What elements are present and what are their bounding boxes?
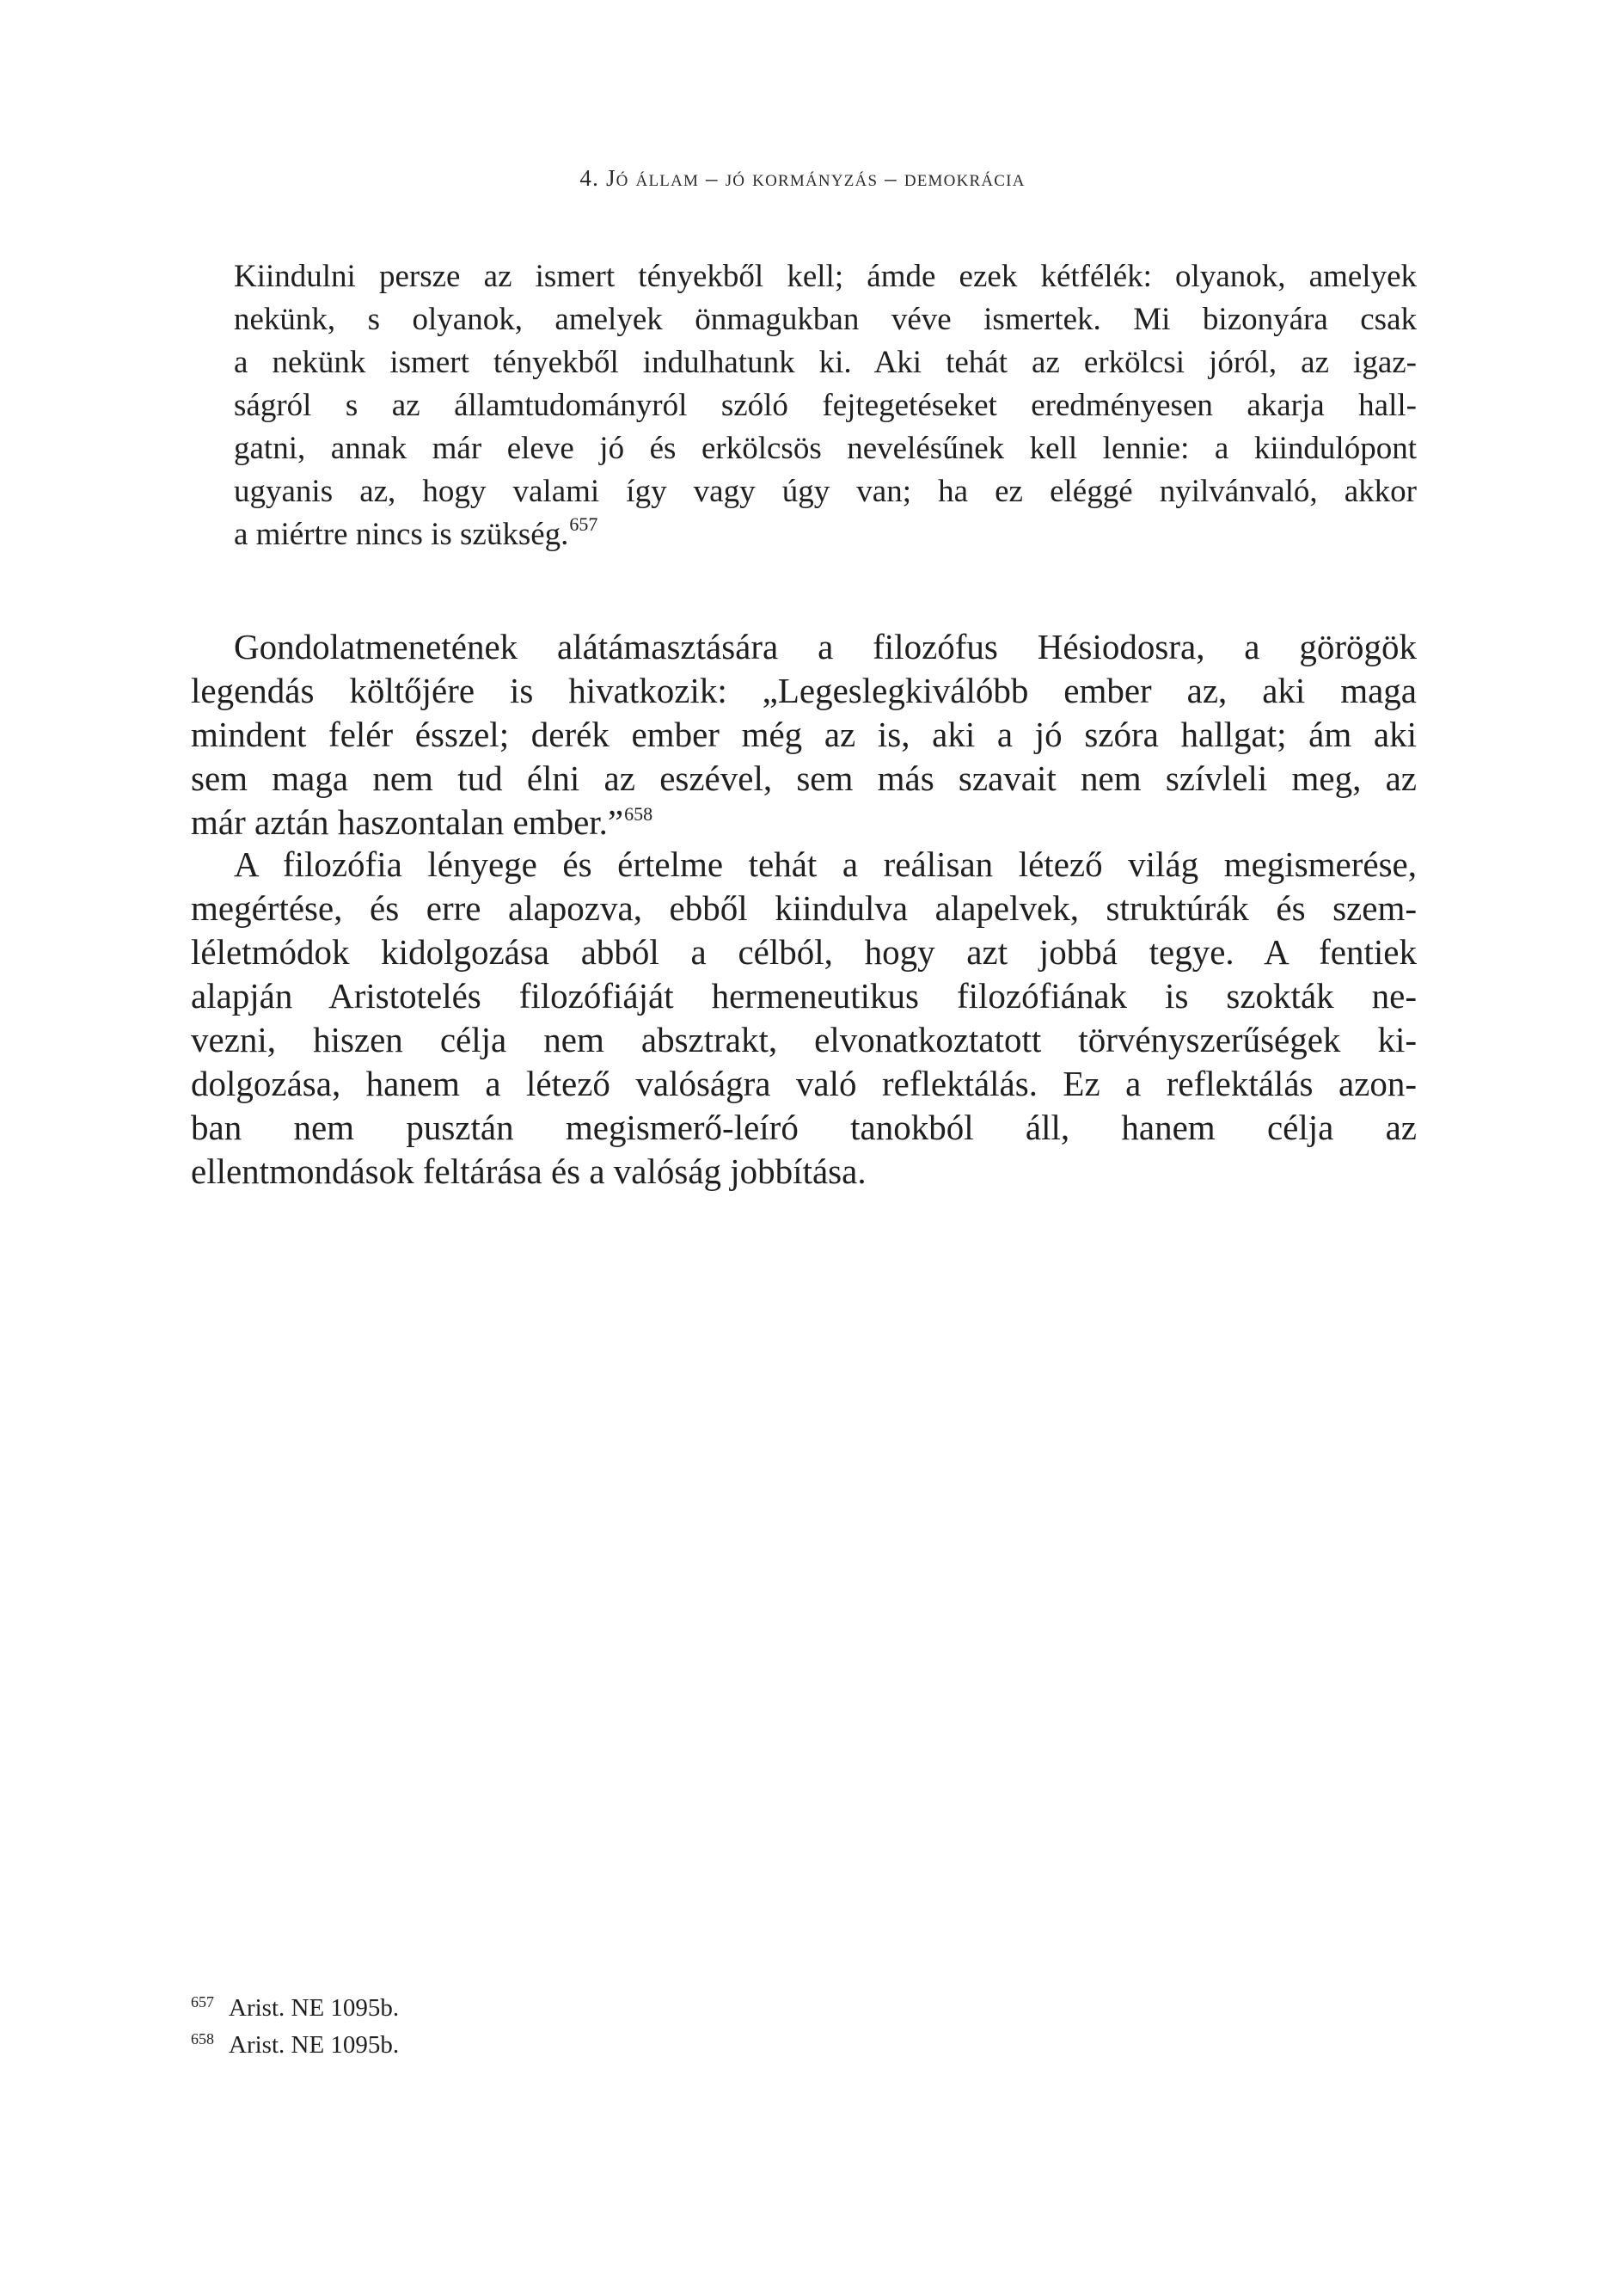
paragraph-line: sem maga nem tud élni az eszével, sem más szavait nem szívleli meg, az: [191, 758, 1417, 798]
quote-line: Kiindulni persze az ismert tényekből kell; ámde ezek kétfélék: olyanok, amelyek: [234, 259, 1417, 294]
footnote-ref-658[interactable]: 658: [624, 803, 653, 825]
paragraph-line: vezni, hiszen célja nem absztrakt, elvonatkoztatott törvényszerűségek ki-: [191, 1020, 1417, 1059]
paragraph-line: A filozófia lényege és értelme tehát a reálisan létező világ megismerése,: [234, 844, 1417, 884]
quote-line: ugyanis az, hogy valami így vagy úgy van; ha ez eléggé nyilvánvaló, akkor: [234, 474, 1417, 509]
footnote-ref-657[interactable]: 657: [569, 513, 598, 535]
footnote-number: 657: [191, 1993, 214, 2011]
quote-line-last: [234, 513, 1417, 556]
paragraph-line-text: már aztán haszontalan ember.”: [191, 802, 624, 842]
paragraph-line: mindent felér ésszel; derék ember még az is, aki a jó szóra hallgat; ám aki: [191, 715, 1417, 754]
paragraph-line: ban nem pusztán megismerő-leíró tanokból áll, hanem célja az: [191, 1108, 1417, 1147]
paragraph-2: [191, 843, 1417, 1194]
running-head: 4. Jó állam – jó kormányzás – demokrácia: [579, 165, 1026, 191]
block-quote: [234, 255, 1417, 556]
quote-line: gatni, annak már eleve jó és erkölcsös nevelésűnek kell lennie: a kiindulópont: [234, 431, 1417, 466]
paragraph-line: megértése, és erre alapozva, ebből kiindulva alapelvek, struktúrák és szem-: [191, 888, 1417, 928]
footnote-number: 658: [191, 2030, 214, 2047]
paragraph-line: legendás költőjére is hivatkozik: „Legeslegkiválóbb ember az, aki maga: [191, 671, 1417, 710]
quote-line: a nekünk ismert tényekből indulhatunk ki. Aki tehát az erkölcsi jóról, az igaz-: [234, 345, 1417, 380]
footnote-text: Arist. NE 1095b.: [229, 2031, 400, 2059]
footnotes: [191, 1991, 399, 2065]
paragraph-line: alapján Aristotelés filozófiáját hermeneutikus filozófiának is szokták ne-: [191, 976, 1417, 1016]
paragraph-line-last: ellentmondások feltárása és a valóság jobbítása.: [191, 1151, 867, 1191]
quote-line: nekünk, s olyanok, amelyek önmagukban véve ismertek. Mi bizonyára csak: [234, 302, 1417, 337]
quote-line: ságról s az államtudományról szóló fejtegetéseket eredményesen akarja hall-: [234, 388, 1417, 423]
quote-line-text: a miértre nincs is szükség.: [234, 517, 569, 552]
paragraph-line: léletmódok kidolgozása abból a célból, hogy azt jobbá tegye. A fentiek: [191, 932, 1417, 972]
paragraph-line-last: [191, 801, 1417, 844]
paragraph-line: dolgozása, hanem a létező valóságra való reflektálás. Ez a reflektálás azon-: [191, 1064, 1417, 1103]
paragraph-1: [191, 625, 1417, 844]
paragraph-line: Gondolatmenetének alátámasztására a filozófus Hésiodosra, a görögök: [234, 627, 1417, 666]
footnote-658: [191, 2028, 399, 2065]
footnote-text: Arist. NE 1095b.: [229, 1994, 400, 2022]
